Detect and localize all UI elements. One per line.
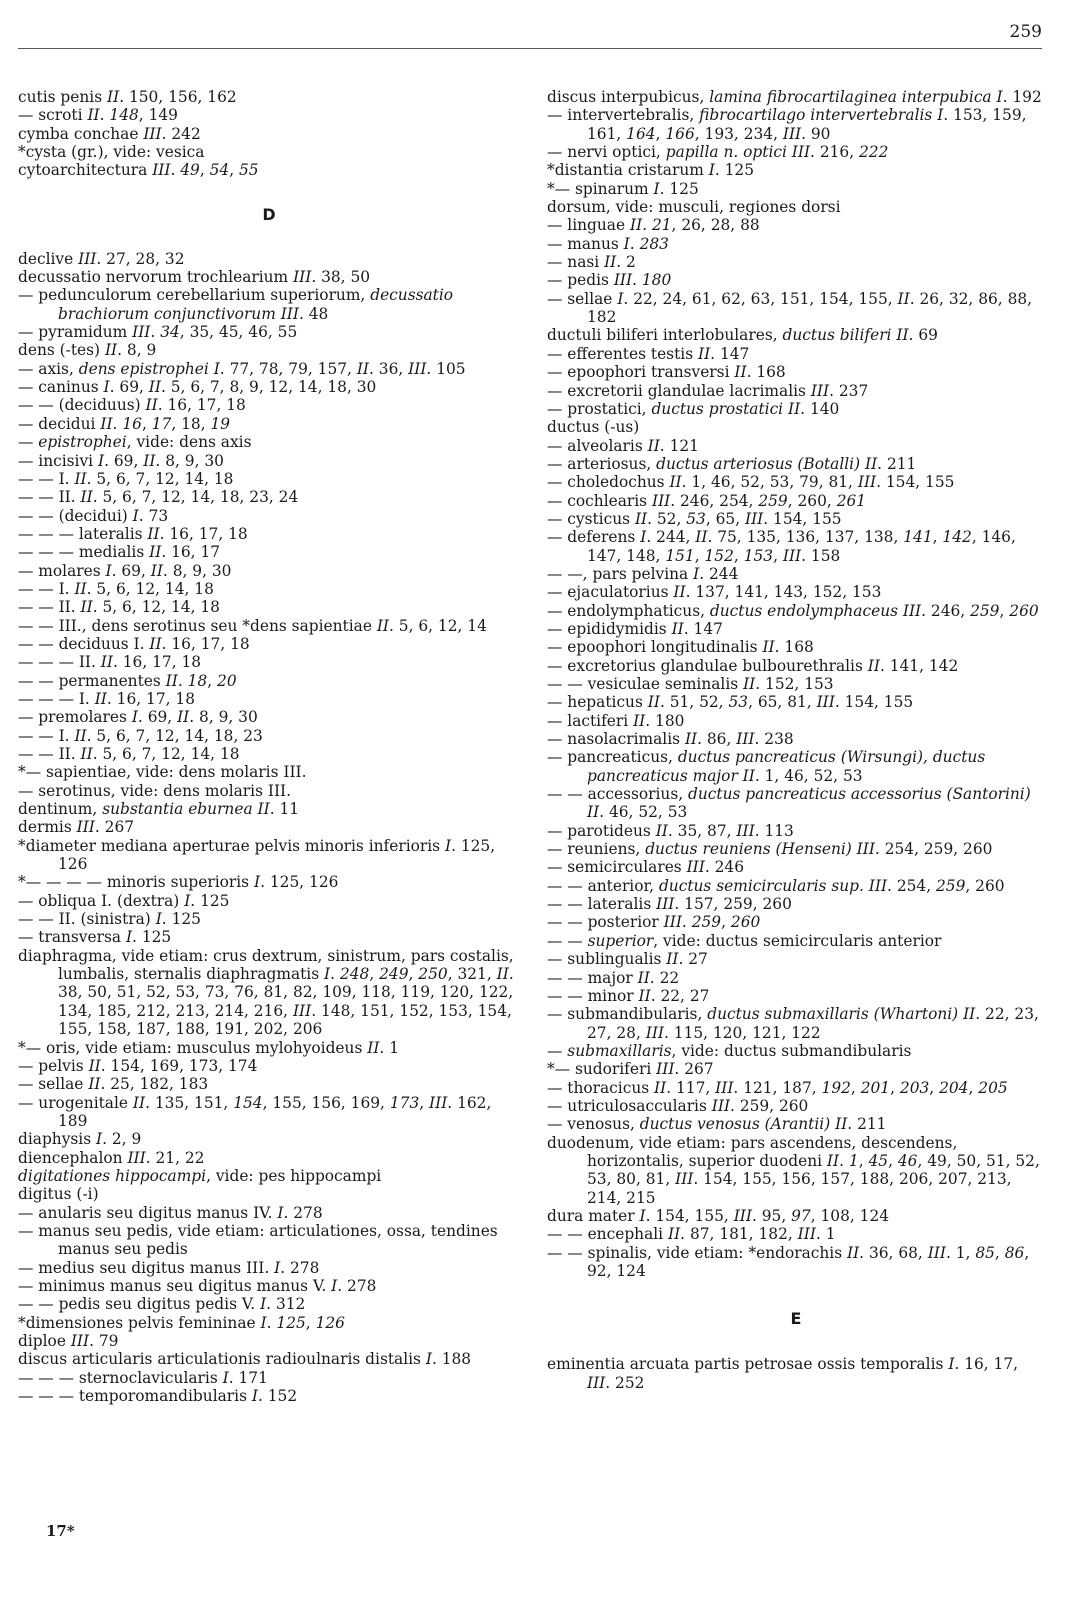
left-column — [18, 88, 520, 1405]
index-entry: — — II. (sinistra) I. 125 — [18, 910, 201, 929]
index-entry: — — — medialis II. 16, 17 — [18, 543, 221, 562]
index-entry: — caninus I. 69, II. 5, 6, 7, 8, 9, 12, 14, 18, 30 — [18, 378, 377, 397]
right-column — [547, 88, 1045, 1392]
index-entry: — nasolacrimalis II. 86, III. 238 — [547, 730, 794, 749]
index-entry: digitus (-i) — [18, 1185, 99, 1204]
index-entry: — — pedis seu digitus pedis V. I. 312 — [18, 1295, 306, 1314]
section-letter-e: E — [790, 1309, 802, 1329]
index-entry: — — anterior, ductus semicircularis sup. III. 254, 259, 260 — [547, 876, 1005, 895]
index-entry: — submandibularis, ductus submaxillaris (Whartoni) II. 22, 23, 27, 28, III. 115, 120, 121, 122 — [547, 1005, 1039, 1042]
index-entry: — — posterior III. 259, 260 — [547, 913, 761, 932]
index-entry: — epistrophei, vide: dens axis — [18, 433, 252, 452]
index-entry: eminentia arcuata partis petrosae ossis temporalis I. 16, 17, III. 252 — [547, 1355, 1019, 1392]
index-entry: — linguae II. 21, 26, 28, 88 — [547, 216, 760, 235]
index-entry: — thoracicus II. 117, III. 121, 187, 192, 201, 203, 204, 205 — [547, 1078, 1008, 1097]
index-entry: — pancreaticus, ductus pancreaticus (Wirsungi), ductus pancreaticus major II. 1, 46, 52, 53 — [547, 748, 986, 785]
index-entry: — hepaticus II. 51, 52, 53, 65, 81, III. 154, 155 — [547, 693, 914, 712]
index-entry: — — I. II. 5, 6, 7, 12, 14, 18, 23 — [18, 726, 263, 745]
entries-e — [547, 1355, 1045, 1392]
entries-c-continued — [18, 88, 520, 180]
index-entry: — sublingualis II. 27 — [547, 950, 708, 969]
index-entry: — epoophori longitudinalis II. 168 — [547, 638, 814, 657]
page-number: 259 — [1009, 22, 1042, 42]
index-entry: — — II. II. 5, 6, 7, 12, 14, 18 — [18, 745, 240, 763]
index-entry: — — — II. II. 16, 17, 18 — [18, 653, 202, 672]
index-entry: — — — lateralis II. 16, 17, 18 — [18, 524, 248, 543]
index-entry: discus articularis articulationis radioulnaris distalis I. 188 — [18, 1350, 472, 1369]
index-entry: — cysticus II. 52, 53, 65, III. 154, 155 — [547, 509, 842, 528]
index-entry: — prostatici, ductus prostatici II. 140 — [547, 399, 840, 418]
index-entry: — — lateralis III. 157, 259, 260 — [547, 895, 792, 914]
index-entry: — — — sternoclavicularis I. 171 — [18, 1368, 268, 1387]
index-entry: — nervi optici, papilla n. optici III. 216, 222 — [547, 143, 889, 162]
index-entry: — epoophori transversi II. 168 — [547, 363, 786, 382]
index-entry: *— sudoriferi III. 267 — [547, 1060, 714, 1079]
index-entry: — sellae II. 25, 182, 183 — [18, 1075, 209, 1094]
index-entry: — serotinus, vide: dens molaris III. — [18, 781, 292, 800]
index-entry: *distantia cristarum I. 125 — [547, 161, 754, 180]
index-entry: cytoarchitectura III. 49, 54, 55 — [18, 161, 259, 180]
index-entry: — parotideus II. 35, 87, III. 113 — [547, 821, 794, 840]
index-entry: — — (deciduus) II. 16, 17, 18 — [18, 396, 246, 415]
index-entry: — choledochus II. 1, 46, 52, 53, 79, 81, III. 154, 155 — [547, 473, 955, 492]
index-entry: — — vesiculae seminalis II. 152, 153 — [547, 675, 834, 693]
index-entry: dorsum, vide: musculi, regiones dorsi — [547, 198, 841, 217]
index-entry: — pelvis II. 154, 169, 173, 174 — [18, 1056, 258, 1075]
index-entry: — — encephali II. 87, 181, 182, III. 1 — [547, 1225, 836, 1244]
index-entry: *— spinarum I. 125 — [547, 179, 699, 198]
index-entry: — excretorii glandulae lacrimalis III. 237 — [547, 381, 869, 400]
index-entry: — — (decidui) I. 73 — [18, 506, 169, 525]
index-entry: dentinum, substantia eburnea II. 11 — [18, 800, 300, 819]
index-entry: — pyramidum III. 34, 35, 45, 46, 55 — [18, 323, 298, 342]
index-entry: — pedunculorum cerebellarium superiorum, decussatio brachiorum conjunctivorum III. 48 — [18, 286, 454, 323]
index-entry: — obliqua I. (dextra) I. 125 — [18, 891, 230, 910]
index-entry: — incisivi I. 69, II. 8, 9, 30 — [18, 451, 224, 470]
index-entry: — transversa I. 125 — [18, 928, 172, 947]
index-entry: — — superior, vide: ductus semicircularis anterior — [547, 931, 942, 950]
index-entry: — cochlearis III. 246, 254, 259, 260, 261 — [547, 491, 867, 510]
index-entry: *— sapientiae, vide: dens molaris III. — [18, 763, 307, 782]
index-entry: — manus seu pedis, vide etiam: articulationes, ossa, tendines manus seu pedis — [18, 1221, 498, 1259]
index-entry: cutis penis II. 150, 156, 162 — [18, 88, 237, 106]
index-entry: — urogenitale II. 135, 151, 154, 155, 156, 169, 173, III. 162, 189 — [18, 1093, 492, 1130]
index-entry: dens (-tes) II. 8, 9 — [18, 341, 157, 360]
index-entry: — pedis III. 180 — [547, 271, 672, 290]
index-entry: — deferens I. 244, II. 75, 135, 136, 137, 138, 141, 142, 146, 147, 148, 151, 152, 153, III. 158 — [547, 528, 1016, 565]
index-entry: — semicirculares III. 246 — [547, 858, 745, 877]
index-entry: — — accessorius, ductus pancreaticus accessorius (Santorini) II. 46, 52, 53 — [547, 785, 1031, 822]
index-entry: cymba conchae III. 242 — [18, 124, 201, 143]
index-entry: dura mater I. 154, 155, III. 95, 97, 108, 124 — [547, 1206, 890, 1225]
index-entry: — scroti II. 148, 149 — [18, 106, 178, 125]
index-entry: *dimensiones pelvis femininae I. 125, 126 — [18, 1313, 345, 1332]
index-entry: decussatio nervorum trochlearium III. 38, 50 — [18, 268, 371, 287]
index-entry: — — I. II. 5, 6, 12, 14, 18 — [18, 579, 214, 598]
index-entry: — ejaculatorius II. 137, 141, 143, 152, 153 — [547, 583, 882, 602]
index-entry: — venosus, ductus venosus (Arantii) II. 211 — [547, 1115, 887, 1134]
entries-d-left — [18, 250, 520, 1406]
index-entry: — utriculosaccularis III. 259, 260 — [547, 1096, 809, 1115]
index-entry: diencephalon III. 21, 22 — [18, 1148, 205, 1167]
index-entry: — — II. II. 5, 6, 12, 14, 18 — [18, 598, 220, 617]
index-entry: — — — temporomandibularis I. 152 — [18, 1387, 298, 1406]
index-entry: — — III., dens serotinus seu *dens sapientiae II. 5, 6, 12, 14 — [18, 616, 487, 635]
index-entry: — lactiferi II. 180 — [547, 711, 685, 730]
index-entry: — — I. II. 5, 6, 7, 12, 14, 18 — [18, 469, 234, 488]
index-entry: — manus I. 283 — [547, 234, 669, 253]
index-entry: — efferentes testis II. 147 — [547, 344, 750, 363]
index-entry: — decidui II. 16, 17, 18, 19 — [18, 414, 231, 433]
index-entry: — —, pars pelvina I. 244 — [547, 564, 739, 583]
index-entry: — endolymphaticus, ductus endolymphaceus III. 246, 259, 260 — [547, 601, 1039, 620]
index-entry: *cysta (gr.), vide: vesica — [18, 143, 205, 162]
index-entry: — premolares I. 69, II. 8, 9, 30 — [18, 708, 258, 727]
index-entry: *diameter mediana aperturae pelvis minoris inferioris I. 125, 126 — [18, 836, 496, 874]
index-entry: — alveolaris II. 121 — [547, 436, 699, 455]
section-letter-d: D — [262, 204, 276, 224]
index-entry: — — II. II. 5, 6, 7, 12, 14, 18, 23, 24 — [18, 488, 299, 507]
signature-mark: 17* — [46, 1522, 75, 1540]
index-entry: — arteriosus, ductus arteriosus (Botalli) II. 211 — [547, 454, 917, 473]
index-entry: — — — I. II. 16, 17, 18 — [18, 689, 195, 708]
index-entry: — — major II. 22 — [547, 968, 680, 987]
entries-d-right — [547, 88, 1045, 1280]
index-entry: *— — — — minoris superioris I. 125, 126 — [18, 873, 339, 892]
index-entry: dermis III. 267 — [18, 818, 135, 837]
index-entry: diaphysis I. 2, 9 — [18, 1130, 142, 1149]
index-entry: — medius seu digitus manus III. I. 278 — [18, 1258, 320, 1277]
index-entry: duodenum, vide etiam: pars ascendens, descendens, horizontalis, superior duodeni II. 1, 45, 46, 49, 50, 51, 52, 53, 80, 81, III. 154, 155, 156, 157, 188, 206, 207, 213, 214, 215 — [547, 1133, 1040, 1207]
index-entry: — anularis seu digitus manus IV. I. 278 — [18, 1203, 323, 1222]
index-entry: diaphragma, vide etiam: crus dextrum, sinistrum, pars costalis, lumbalis, sternalis diaphragmatis I. 248, 249, 250, 321, II. 38, 50, 51, 52, 53, 73, 76, 81, 82, 109, 118, 119, 120, 122, 134, 185, 212, 213, 214, 216, III. 148, 151, 152, 153, 154, 155, 158, 187, 188, 191, 202, 206 — [18, 946, 514, 1039]
index-entry: — reuniens, ductus reuniens (Henseni) III. 254, 259, 260 — [547, 840, 993, 859]
header-rule — [18, 48, 1042, 49]
index-entry: — sellae I. 22, 24, 61, 62, 63, 151, 154, 155, II. 26, 32, 86, 88, 182 — [547, 289, 1033, 327]
index-entry: *— oris, vide etiam: musculus mylohyoideus II. 1 — [18, 1038, 399, 1057]
index-entry: — molares I. 69, II. 8, 9, 30 — [18, 561, 232, 580]
index-entry: discus interpubicus, lamina fibrocartilaginea interpubica I. 192 — [547, 88, 1042, 106]
index-entry: ductus (-us) — [547, 418, 640, 437]
index-entry: — excretorius glandulae bulbourethralis II. 141, 142 — [547, 656, 959, 675]
index-entry: — — spinalis, vide etiam: *endorachis II. 36, 68, III. 1, 85, 86, 92, 124 — [547, 1243, 1030, 1280]
index-entry: — epididymidis II. 147 — [547, 619, 723, 638]
index-entry: — intervertebralis, fibrocartilago intervertebralis I. 153, 159, 161, 164, 166, 193, 234, III. 90 — [547, 106, 1027, 143]
index-entry: — — minor II. 22, 27 — [547, 986, 710, 1005]
index-entry: declive III. 27, 28, 32 — [18, 249, 185, 268]
index-entry: — axis, dens epistrophei I. 77, 78, 79, 157, II. 36, III. 105 — [18, 359, 466, 378]
index-entry: digitationes hippocampi, vide: pes hippocampi — [18, 1166, 382, 1185]
index-entry: — — deciduus I. II. 16, 17, 18 — [18, 634, 250, 653]
index-entry: — — permanentes II. 18, 20 — [18, 671, 237, 690]
index-entry: diploe III. 79 — [18, 1332, 119, 1350]
index-entry: — submaxillaris, vide: ductus submandibularis — [547, 1041, 912, 1060]
index-entry: ductuli biliferi interlobulares, ductus biliferi II. 69 — [547, 326, 938, 345]
index-entry: — minimus manus seu digitus manus V. I. 278 — [18, 1276, 377, 1295]
index-entry: — nasi II. 2 — [547, 253, 636, 272]
